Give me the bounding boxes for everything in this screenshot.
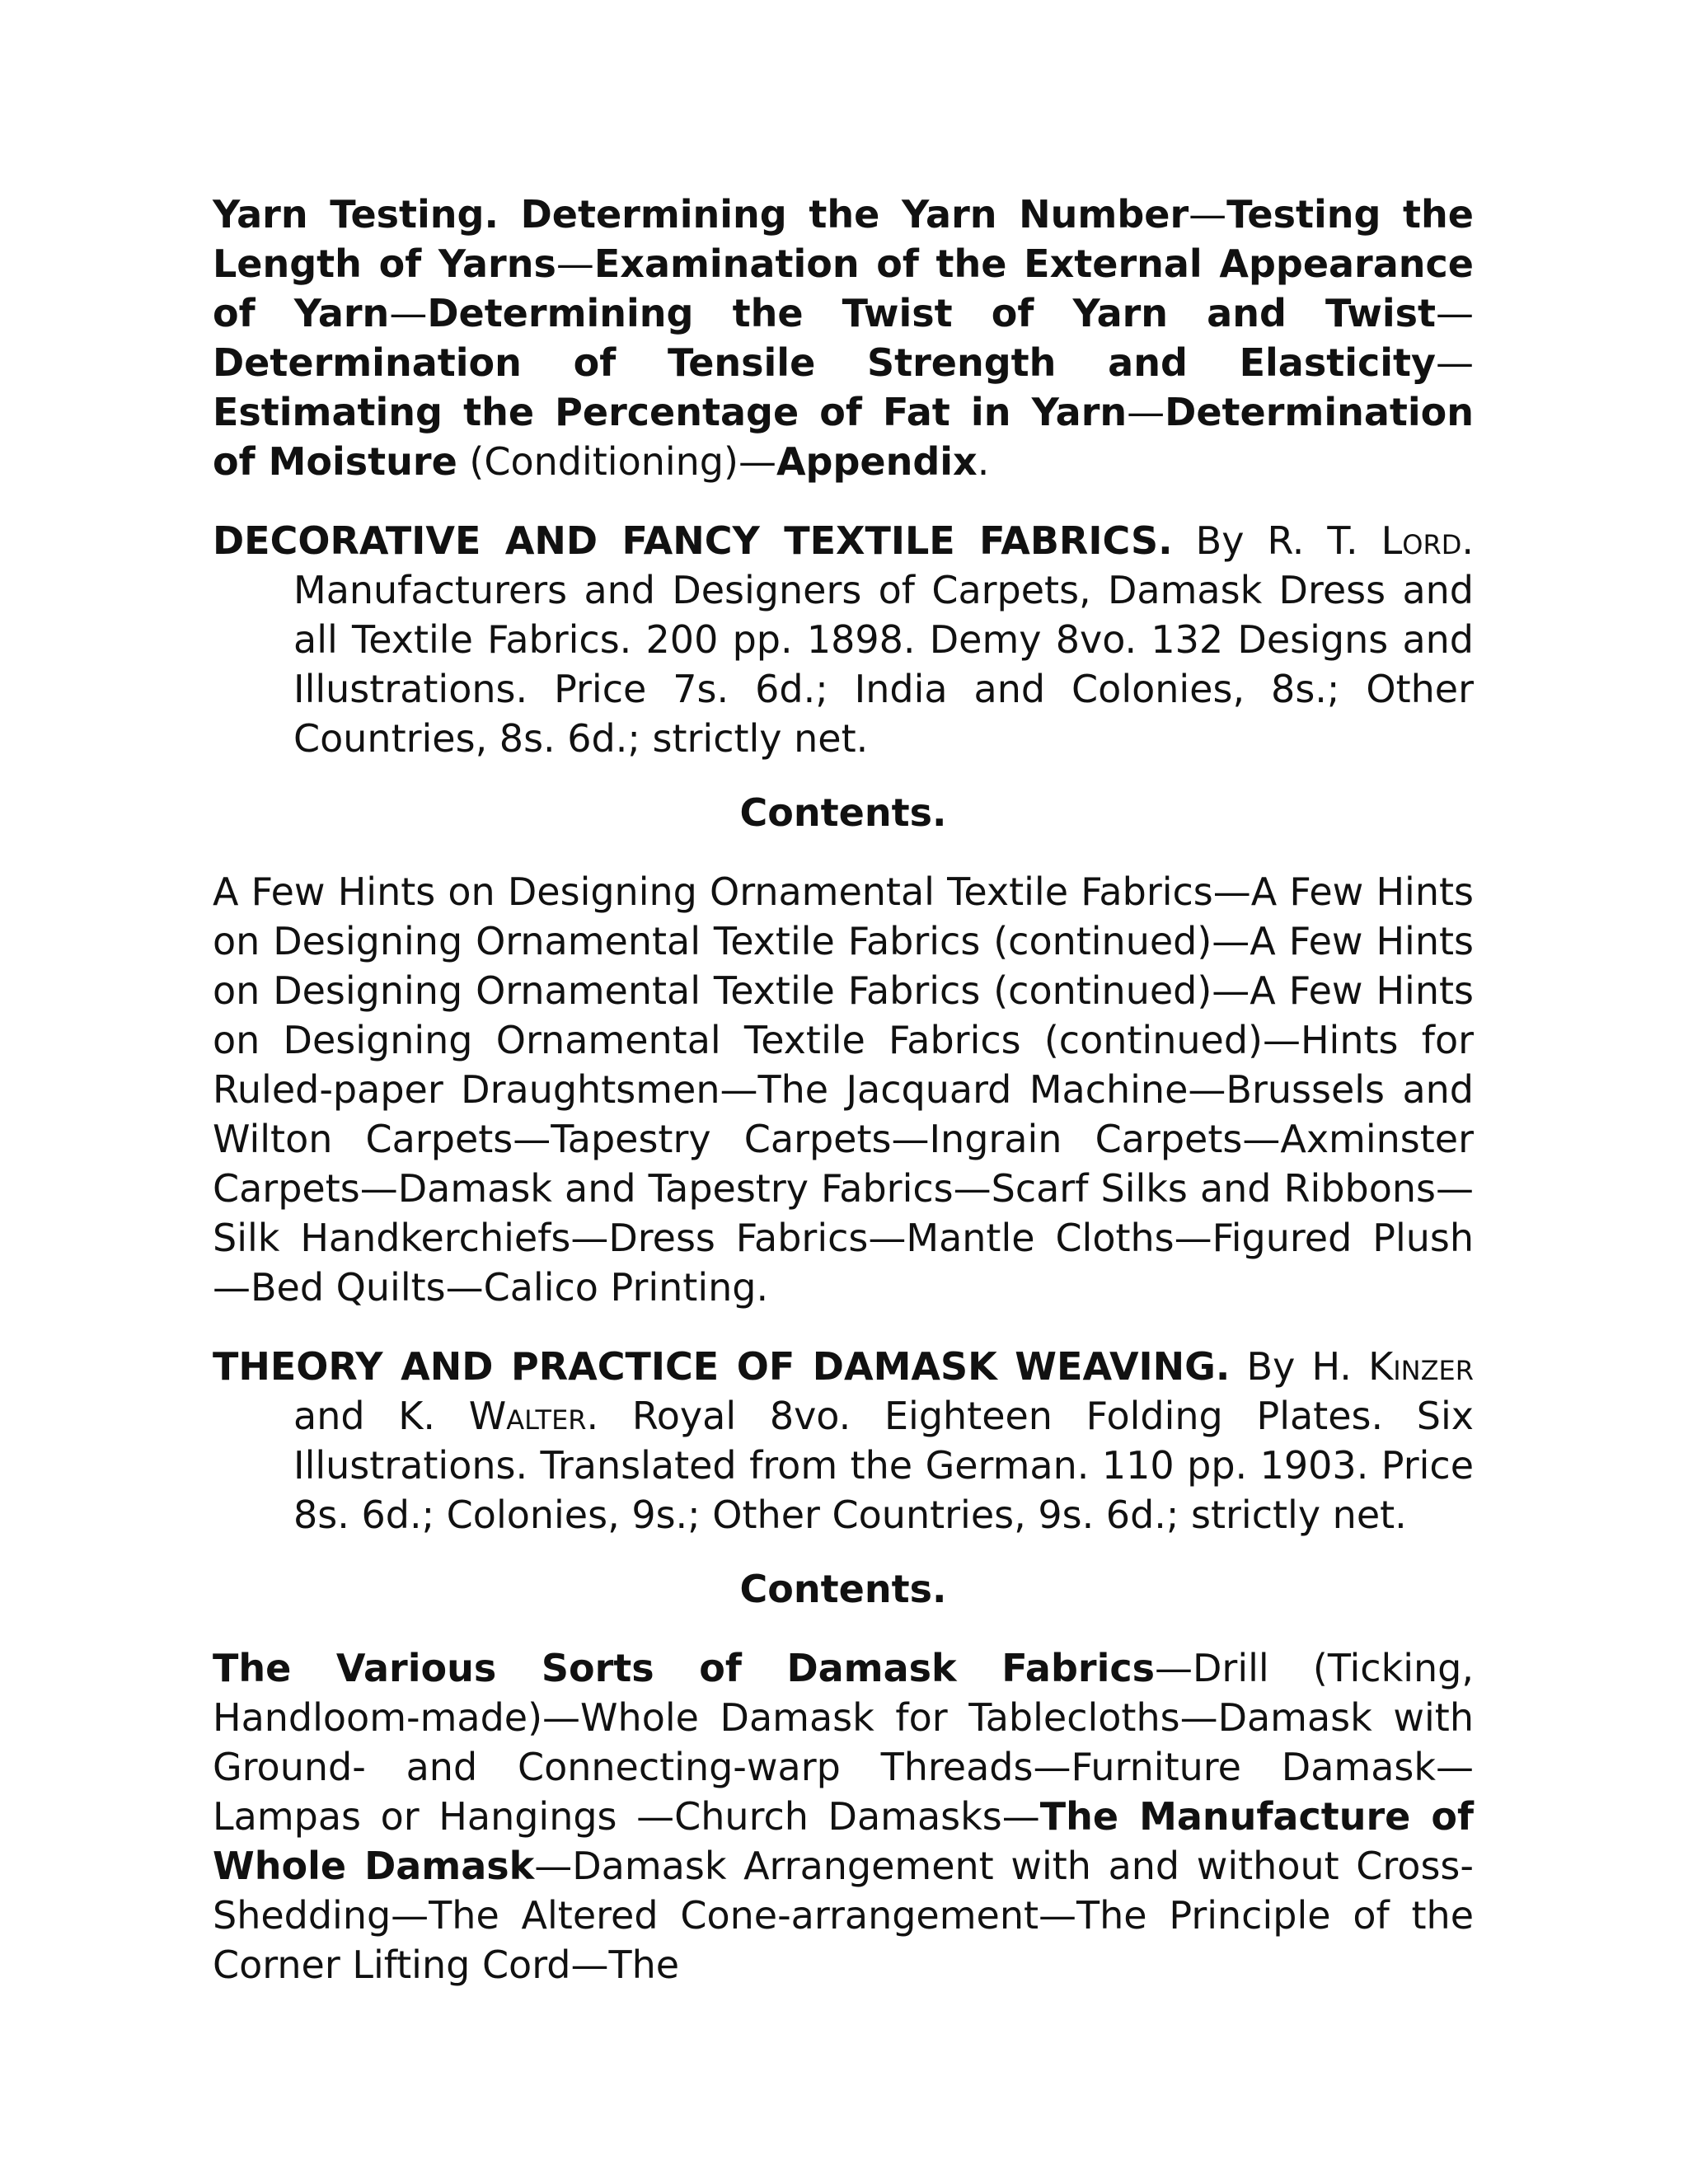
contents-item-bold: Testing the Length of Yarns <box>213 192 1474 286</box>
contents-item-bold: Determination of Moisture <box>213 390 1474 484</box>
dash: — <box>738 439 776 484</box>
contents-heading: Contents. <box>739 790 947 835</box>
dash: — <box>1436 340 1474 385</box>
contents-item-bold: Determining the Twist of Yarn and Twist <box>427 291 1436 335</box>
dash: — <box>1127 390 1165 434</box>
document-page <box>213 190 1474 1990</box>
contents-item-bold: The Manufacture of Whole Damask <box>213 1794 1474 1888</box>
contents-item-text: (Conditioning) <box>457 439 738 484</box>
contents-item-bold: Determination of Tensile Strength and Elasticity <box>213 340 1436 385</box>
book-and: and K. <box>293 1394 469 1438</box>
book-description: . Manufacturers and Designers of Carpets, Damask Dress and all Textile Fabrics. 200 pp. 1898. Demy 8vo. 132 Designs and Illustrations. Price 7s. 6d.; India and Colonies, 8s.; Other Countries, 8s. 6d.; strictly net. <box>293 518 1474 761</box>
contents-heading: Contents. <box>739 1567 947 1611</box>
book-entry-decorative-fabrics <box>213 516 1474 763</box>
period: . <box>977 439 990 484</box>
yarn-testing-contents <box>213 190 1474 486</box>
contents-item-bold: Estimating the Percentage of Fat in Yarn <box>213 390 1128 434</box>
dash: — <box>556 241 594 286</box>
contents-item-bold: The Various Sorts of Damask Fabrics <box>213 1646 1156 1690</box>
dash: — <box>1189 192 1227 237</box>
contents-item-bold: Appendix <box>776 439 978 484</box>
book-description: . Royal 8vo. Eighteen Folding Plates. Six Illustrations. Translated from the German. 110 pp. 1903. Price 8s. 6d.; Colonies, 9s.; Other Countries, 9s. 6d.; strictly net. <box>293 1394 1474 1537</box>
book-by: By H. <box>1230 1344 1369 1389</box>
book-by: By R. T. <box>1172 518 1381 563</box>
dash: — <box>1436 291 1474 335</box>
book-title: THEORY AND PRACTICE OF DAMASK WEAVING. <box>213 1344 1231 1389</box>
book-title: DECORATIVE AND FANCY TEXTILE FABRICS. <box>213 518 1173 563</box>
book-entry-damask-weaving <box>213 1342 1474 1540</box>
book-author: Kinzer <box>1368 1344 1474 1389</box>
book-author: Lord <box>1381 518 1462 563</box>
contents-item-text: —Drill (Ticking, Handloom-made)—Whole Damask for Tablecloths—Damask with Ground- and Connecting-warp Threads—Furniture Damask—Lampas or Hangings —Church Damasks— <box>213 1646 1474 1839</box>
contents-item-bold: Yarn Testing. Determining the Yarn Number <box>213 192 1189 237</box>
decorative-fabrics-contents: A Few Hints on Designing Ornamental Textile Fabrics—A Few Hints on Designing Ornamental Textile Fabrics (continued)—A Few Hints on Designing Ornamental Textile Fabrics (continued)—A Few Hints on Designing Ornamental Textile Fabrics (continued)—Hints for Ruled-paper Draughtsmen—The Jacquard Machine—Brussels and Wilton Carpets—Tapestry Carpets—Ingrain Carpets—Axminster Carpets—Damask and Tapestry Fabrics—Scarf Silks and Ribbons—Silk Handkerchiefs—Dress Fabrics—Mantle Cloths—Figured Plush—Bed Quilts—Calico Printing. <box>213 869 1474 1310</box>
contents-item-text: —Damask Arrangement with and without Cross-Shedding—The Altered Cone-arrangement—The Principle of the Corner Lifting Cord—The <box>213 1844 1474 1987</box>
damask-weaving-contents <box>213 1643 1474 1990</box>
contents-item-bold: Examination of the External Appearance of Yarn <box>213 241 1474 335</box>
dash: — <box>389 291 428 335</box>
book-author: Walter <box>468 1394 587 1438</box>
